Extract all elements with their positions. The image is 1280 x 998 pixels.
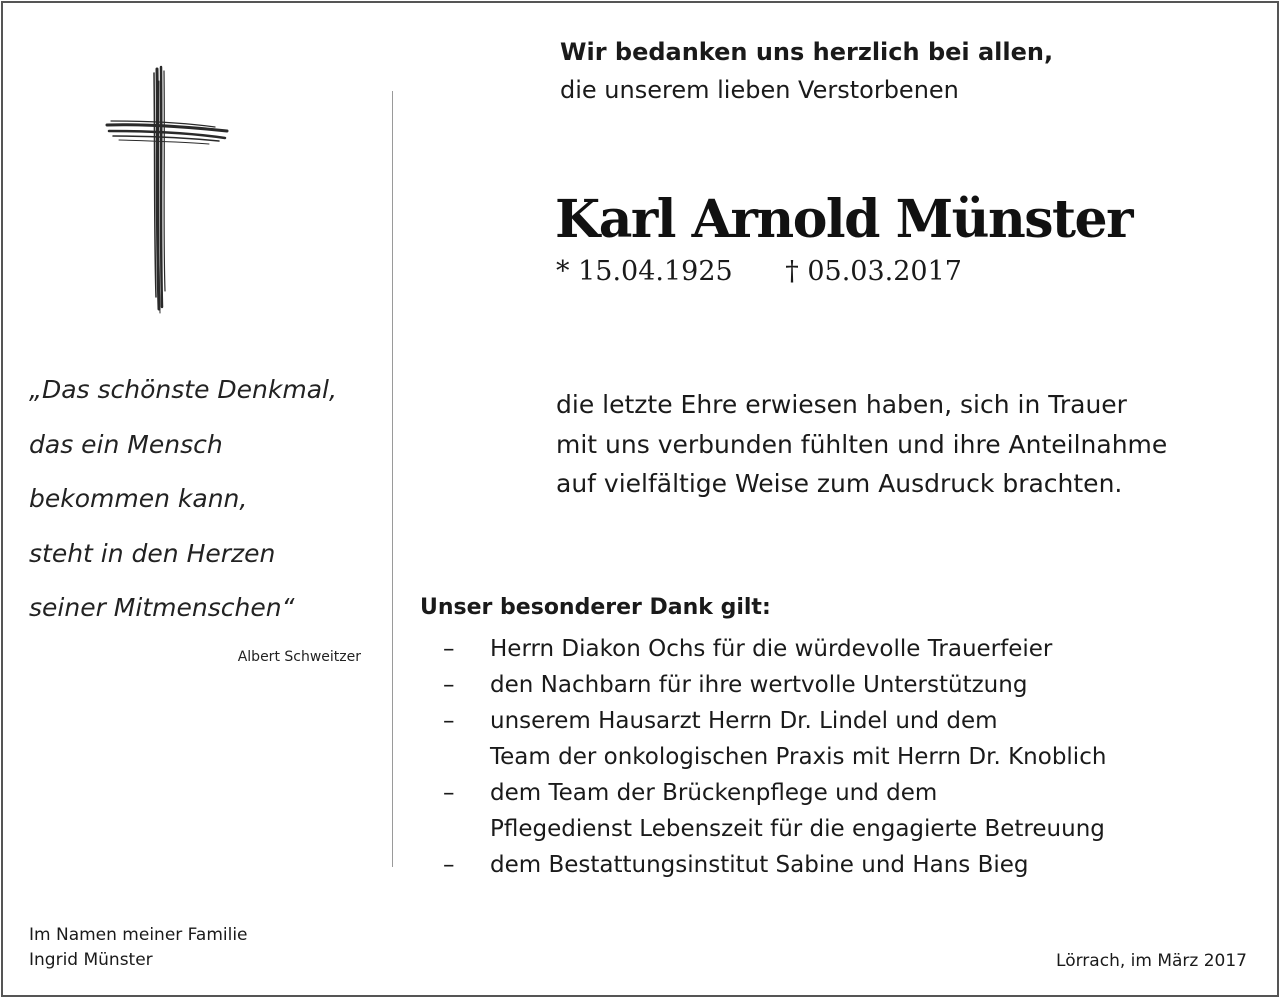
signature-line: Im Namen meiner Familie <box>29 925 248 945</box>
honor-line: die letzte Ehre erwiesen haben, sich in Trauer <box>556 390 1127 419</box>
dash-bullet: – <box>443 636 455 662</box>
quote-block <box>29 363 379 636</box>
list-item-text: Herrn Diakon Ochs für die würdevolle Trauerfeier <box>490 636 1053 662</box>
vertical-divider <box>392 91 393 867</box>
signature-name: Ingrid Münster <box>29 950 153 970</box>
intro-subline: die unserem lieben Verstorbenen <box>560 76 959 104</box>
dash-bullet: – <box>443 852 455 878</box>
quote-line: seiner Mitmenschen“ <box>29 593 295 622</box>
quote-author: Albert Schweitzer <box>237 649 361 665</box>
quote-line: steht in den Herzen <box>29 538 276 568</box>
list-item <box>443 667 1106 703</box>
list-item-text: dem Bestattungsinstitut Sabine und Hans Bieg <box>490 852 1029 878</box>
dash-bullet: – <box>443 708 455 734</box>
cross-icon <box>99 61 235 317</box>
list-item <box>443 703 1106 775</box>
dash-bullet: – <box>443 780 455 806</box>
place-date: Lörrach, im März 2017 <box>1056 951 1247 971</box>
list-item-text: dem Team der Brückenpflege und dem <box>490 780 938 806</box>
family-signature <box>29 923 248 973</box>
quote-line: bekommen kann, <box>29 484 248 513</box>
intro-heading: Wir bedanken uns herzlich bei allen, <box>560 38 1054 66</box>
quote-line: „Das schönste Denkmal, <box>29 375 337 404</box>
honor-line: mit uns verbunden fühlten und ihre Anteilnahme <box>556 429 1168 459</box>
list-item-text: unserem Hausarzt Herrn Dr. Lindel und dem <box>490 708 998 734</box>
thanks-intro <box>560 33 1053 109</box>
list-item <box>443 847 1106 883</box>
list-item-text: Pflegedienst Lebenszeit für die engagierte Betreuung <box>490 816 1105 842</box>
death-date: † 05.03.2017 <box>785 256 962 287</box>
obituary-notice <box>1 1 1279 997</box>
honor-paragraph <box>556 385 1167 504</box>
deceased-name: Karl Arnold Münster <box>555 189 1133 250</box>
list-item-text: Team der onkologischen Praxis mit Herrn Dr. Knoblich <box>490 744 1107 770</box>
honor-line: auf vielfältige Weise zum Ausdruck brachten. <box>556 469 1123 498</box>
birth-date: * 15.04.1925 <box>556 256 733 287</box>
list-item <box>443 631 1106 667</box>
life-dates <box>556 256 962 287</box>
special-thanks-heading: Unser besonderer Dank gilt: <box>420 595 771 620</box>
list-item <box>443 775 1106 847</box>
dash-bullet: – <box>443 672 455 698</box>
special-thanks-list <box>443 631 1106 883</box>
quote-line: das ein Mensch <box>29 429 223 459</box>
list-item-text: den Nachbarn für ihre wertvolle Unterstützung <box>490 672 1028 698</box>
